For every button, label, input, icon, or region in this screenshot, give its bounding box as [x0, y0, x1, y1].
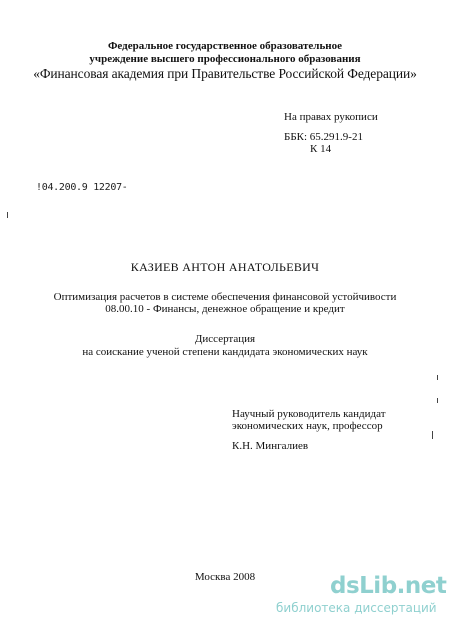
scan-mark [7, 212, 8, 218]
watermark-logo: dsLib.net [330, 573, 447, 599]
city-and-year: Москва 2008 [194, 571, 256, 583]
author-name: КАЗИЕВ АНТОН АНАТОЛЬЕВИЧ [130, 260, 320, 274]
manuscript-rights-note: На правах рукописи [284, 111, 378, 123]
watermark-tagline: библиотека диссертаций [276, 601, 437, 615]
dissertation-title: Оптимизация расчетов в системе обеспечения финансовой устойчивости [53, 291, 397, 303]
degree-sought: на соискание ученой степени кандидата экономических наук [82, 346, 368, 358]
specialty-code: 08.00.10 - Финансы, денежное обращение и кредит [105, 303, 345, 315]
author-mark-code: К 14 [310, 143, 332, 155]
institution-line-1: Федеральное государственное образовательное [107, 40, 343, 52]
supervisor-name: К.Н. Мингалиев [232, 440, 309, 452]
bbk-code: ББК: 65.291.9-21 [284, 131, 363, 143]
library-stamp-number: !04.200.9 12207- [36, 182, 128, 193]
scan-mark [437, 375, 438, 380]
institution-line-2: учреждение высшего профессионального образования [89, 53, 361, 65]
institution-name: «Финансовая академия при Правительстве Российской Федерации» [33, 66, 417, 81]
scan-mark [437, 398, 438, 403]
scan-mark [432, 431, 433, 439]
supervisor-title-line-1: Научный руководитель кандидат [232, 408, 386, 420]
supervisor-title-line-2: экономических наук, профессор [232, 420, 383, 432]
document-type: Диссертация [194, 333, 256, 345]
